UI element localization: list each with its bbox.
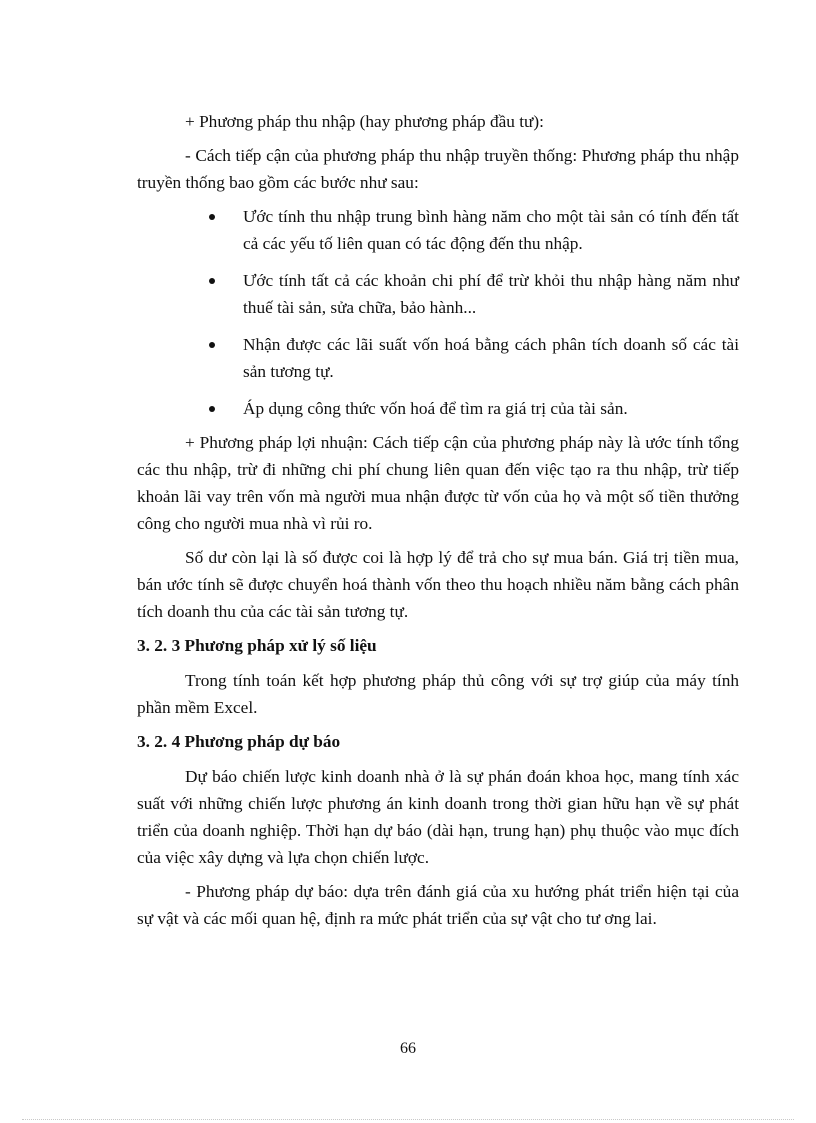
list-item <box>137 267 739 321</box>
document-body <box>137 108 739 939</box>
list-item <box>137 395 739 422</box>
paragraph-forecast-method: - Phương pháp dự báo: dựa trên đánh giá của xu hướng phát triển hiện tại của sự vật và các mối quan hệ, định ra mức phát triển của sự vật cho tư ơng lai. <box>137 882 739 928</box>
bullet-icon <box>209 342 215 348</box>
paragraph-traditional-approach: - Cách tiếp cận của phương pháp thu nhập truyền thống: Phương pháp thu nhập truyền thống bao gồm các bước như sau: <box>137 146 739 192</box>
paragraph-income-method-title: + Phương pháp thu nhập (hay phương pháp đầu tư): <box>185 112 544 131</box>
steps-list <box>137 203 739 422</box>
list-item-text: Ước tính tất cả các khoản chi phí để trừ khỏi thu nhập hàng năm như thuế tài sản, sửa chữa, bảo hành... <box>243 271 739 317</box>
paragraph-remaining-balance: Số dư còn lại là số được coi là hợp lý để trả cho sự mua bán. Giá trị tiền mua, bán ước tính sẽ được chuyển hoá thành vốn theo thu hoạch nhiều năm bằng cách phân tích doanh thu của các tài sản tương tự. <box>137 548 739 621</box>
section-heading-data-processing: 3. 2. 3 Phương pháp xử lý số liệu <box>137 636 377 655</box>
paragraph-profit-method: + Phương pháp lợi nhuận: Cách tiếp cận của phương pháp này là ước tính tổng các thu nhập, trừ đi những chi phí chung liên quan đến việc tạo ra thu nhập, trừ tiếp khoản lãi vay trên vốn mà người mua nhận được từ vốn của họ và một số tiền thưởng công cho người mua nhà vì rủi ro. <box>137 433 739 533</box>
bullet-icon <box>209 214 215 220</box>
page-number: 66 <box>400 1040 416 1057</box>
paragraph-forecasting: Dự báo chiến lược kinh doanh nhà ở là sự phán đoán khoa học, mang tính xác suất với những chiến lược phương án kinh doanh trong thời gian hữu hạn về sự phát triển của doanh nghiệp. Thời hạn dự báo (dài hạn, trung hạn) phụ thuộc vào mục đích của việc xây dựng và lựa chọn chiến lược. <box>137 767 739 867</box>
bullet-icon <box>209 278 215 284</box>
list-item-text: Nhận được các lãi suất vốn hoá bằng cách phân tích doanh số các tài sản tương tự. <box>243 335 739 381</box>
list-item <box>137 203 739 257</box>
section-heading-forecasting: 3. 2. 4 Phương pháp dự báo <box>137 732 341 751</box>
bullet-icon <box>209 406 215 412</box>
list-item-text: Ước tính thu nhập trung bình hàng năm cho một tài sản có tính đến tất cả các yếu tố liên quan có tác động đến thu nhập. <box>243 207 739 253</box>
list-item-text: Áp dụng công thức vốn hoá để tìm ra giá trị của tài sản. <box>243 399 628 418</box>
page-bottom-divider <box>22 1119 794 1120</box>
paragraph-data-processing: Trong tính toán kết hợp phương pháp thủ công với sự trợ giúp của máy tính phần mềm Excel. <box>137 671 739 717</box>
list-item <box>137 331 739 385</box>
